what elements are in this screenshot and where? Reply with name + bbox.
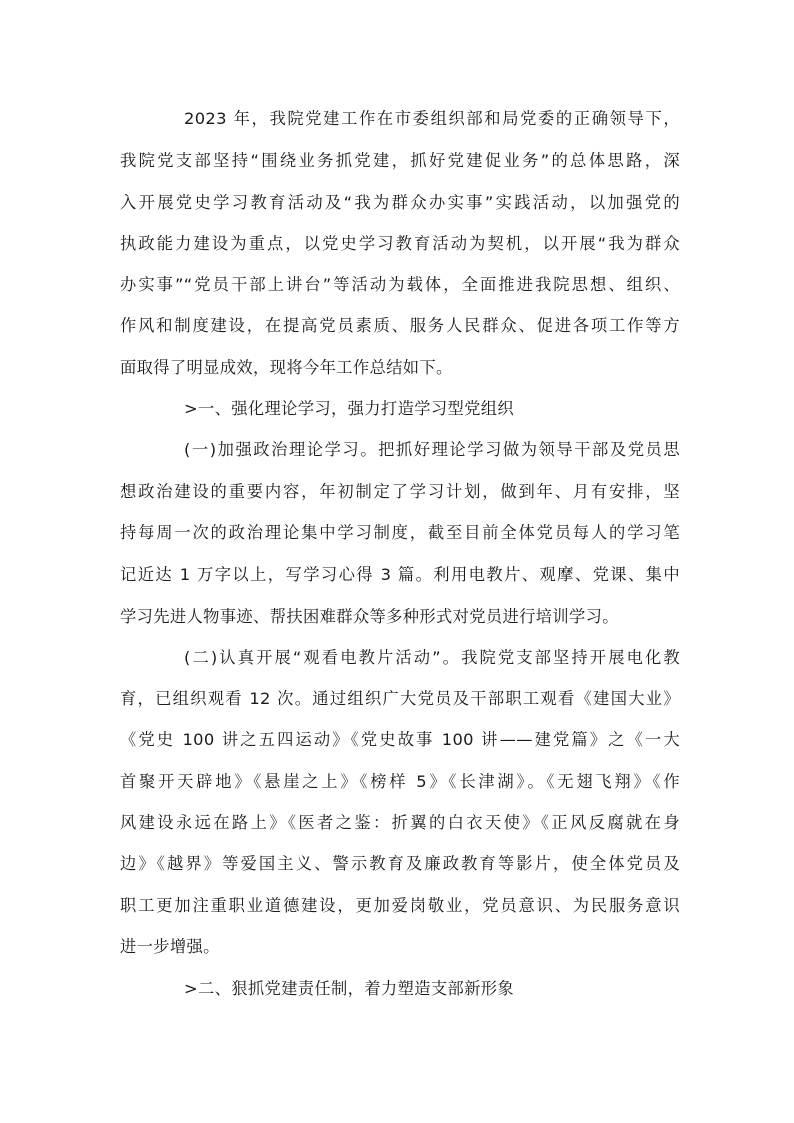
sub2-line-8: 进一步增强。 xyxy=(120,937,220,956)
intro-line-3: 入开展党史学习教育活动及“我为群众办实事”实践活动，以加强党的 xyxy=(120,193,680,212)
intro-line-4: 执政能力建设为重点，以党史学习教育活动为契机，以开展“我为群众 xyxy=(120,234,680,253)
intro-line-6: 作风和制度建设，在提高党员素质、服务人民群众、促进各项工作等方 xyxy=(120,316,680,335)
sub2-line-6: 边》《越界》等爱国主义、警示教育及廉政教育等影片，使全体党员及 xyxy=(120,854,680,873)
sub2-line-4: 首聚开天辟地》《悬崖之上》《榜样 5》《长津湖》。《无翅飞翔》《作 xyxy=(120,772,680,791)
sub2-line-5: 风建设永远在路上》《医者之鉴：折翼的白衣天使》《正风反腐就在身 xyxy=(120,813,680,832)
intro-line-5: 办实事”“党员干部上讲台”等活动为载体，全面推进我院思想、组织、 xyxy=(120,275,680,294)
section-heading-1: >一、强化理论学习，强力打造学习型党组织 xyxy=(184,399,514,418)
sub2-line-2: 育，已组织观看 12 次。通过组织广大党员及干部职工观看《建国大业》 xyxy=(120,689,680,708)
sub2-line-7: 职工更加注重职业道德建设，更加爱岗敬业，党员意识、为民服务意识 xyxy=(120,896,680,915)
sub1-line-5: 学习先进人物事迹、帮扶困难群众等多种形式对党员进行培训学习。 xyxy=(120,607,619,626)
sub2-line-3: 《党史 100 讲之五四运动》《党史故事 100 讲——建党篇》之《一大 xyxy=(120,730,680,749)
intro-line-7: 面取得了明显成效，现将今年工作总结如下。 xyxy=(120,358,453,377)
sub1-line-3: 持每周一次的政治理论集中学习制度，截至目前全体党员每人的学习笔 xyxy=(120,523,680,542)
intro-line-2: 我院党支部坚持“围绕业务抓党建，抓好党建促业务”的总体思路，深 xyxy=(120,151,680,170)
section-heading-2: >二、狠抓党建责任制，着力塑造支部新形象 xyxy=(184,979,514,998)
sub1-line-2: 想政治建设的重要内容，年初制定了学习计划，做到年、月有安排，坚 xyxy=(120,482,680,501)
sub1-line-4: 记近达 1 万字以上，写学习心得 3 篇。利用电教片、观摩、党课、集中 xyxy=(120,565,680,584)
intro-line-1: 2023 年，我院党建工作在市委组织部和局党委的正确领导下， xyxy=(184,109,680,128)
sub1-line-1: (一)加强政治理论学习。把抓好理论学习做为领导干部及党员思 xyxy=(184,440,680,459)
sub2-line-1: (二)认真开展“观看电教片活动”。我院党支部坚持开展电化教 xyxy=(184,648,680,667)
